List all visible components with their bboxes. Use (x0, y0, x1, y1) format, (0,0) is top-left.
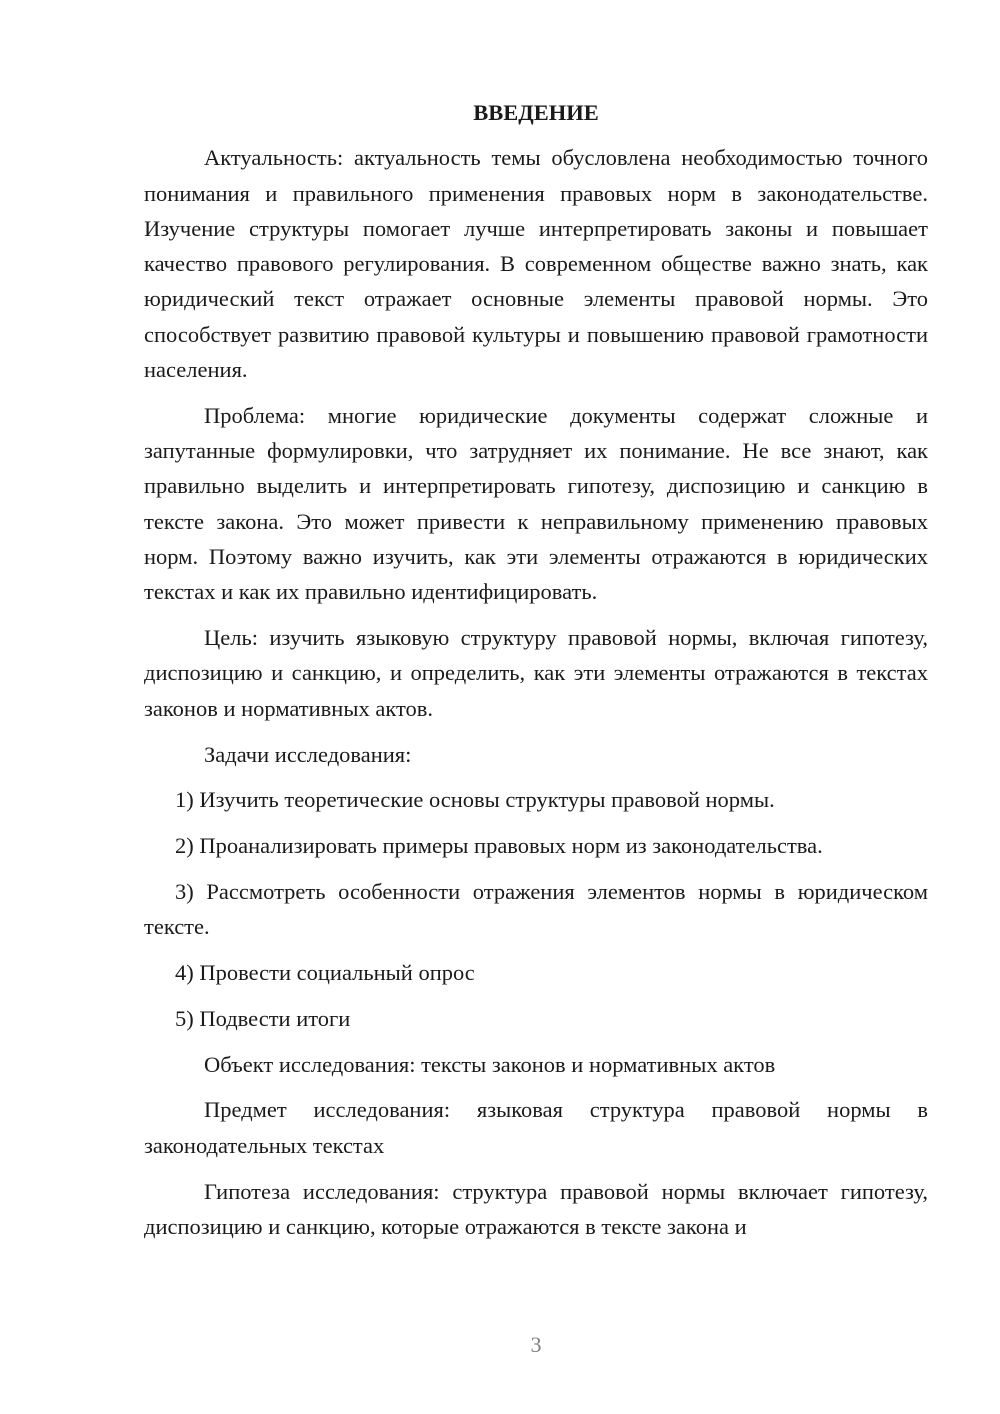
task-item-1: 1) Изучить теоретические основы структуры правовой нормы. (175, 787, 775, 813)
goal-paragraph: Цель: изучить языковую структуру правовой нормы, включая гипотезу, диспозицию и санкцию, и определить, как эти элементы отражаются в текстах законов и нормативных актов. (144, 625, 928, 721)
page-number: 3 (530, 1332, 542, 1357)
tasks-heading: Задачи исследования: (204, 741, 412, 767)
task-item-3: 3) Рассмотреть особенности отражения элементов нормы в юридическом тексте. (144, 878, 928, 940)
section-title: ВВЕДЕНИЕ (473, 100, 599, 125)
task-item-2: 2) Проанализировать примеры правовых норм из законодательства. (175, 833, 823, 859)
page-content (144, 95, 928, 1255)
hypothesis-paragraph: Гипотеза исследования: структура правовой нормы включает гипотезу, диспозицию и санкцию, которые отражаются в тексте закона и (144, 1178, 928, 1239)
relevance-paragraph: Актуальность: актуальность темы обусловлена необходимостью точного понимания и правильного применения правовых норм в законодательстве. Изучение структуры помогает лучше интерпретировать законы и повышает качество правового регулирования. В современном обществе важно знать, как юридический текст отражает основные элементы правовой нормы. Это способствует развитию правовой культуры и повышению правовой грамотности населения. (144, 145, 928, 383)
task-item-4: 4) Провести социальный опрос (175, 960, 475, 986)
subject-paragraph: Предмет исследования: языковая структура правовой нормы в законодательных текстах (144, 1097, 928, 1158)
object-paragraph: Объект исследования: тексты законов и нормативных актов (204, 1051, 776, 1077)
problem-paragraph: Проблема: многие юридические документы содержат сложные и запутанные формулировки, что затрудняет их понимание. Не все знают, как правильно выделить и интерпретировать гипотезу, диспозицию и санкцию в тексте закона. Это может привести к неправильному применению правовых норм. Поэтому важно изучить, как эти элементы отражаются в юридических текстах и как их правильно идентифицировать. (144, 402, 928, 605)
task-item-5: 5) Подвести итоги (175, 1005, 351, 1031)
